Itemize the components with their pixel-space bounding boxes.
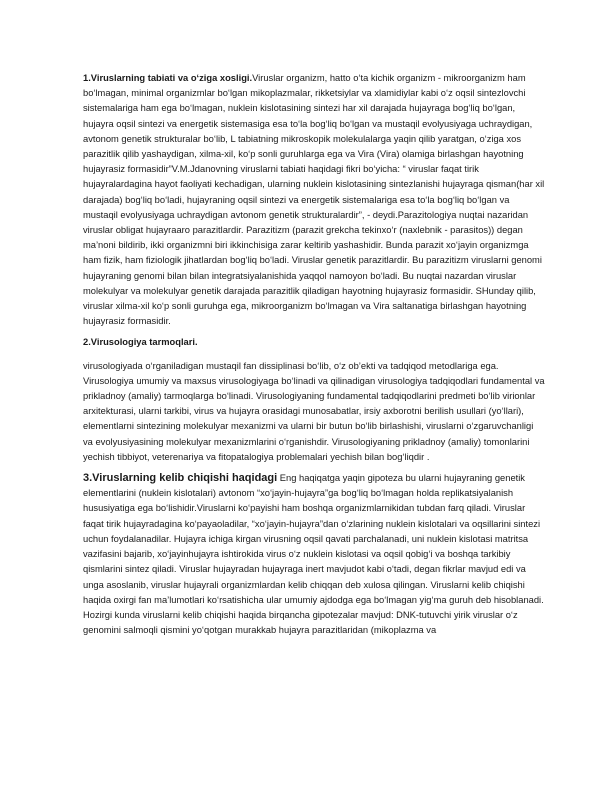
- document-page: [83, 71, 545, 644]
- section-viruses-nature: [83, 71, 545, 329]
- section-3-heading: 3.Viruslarning kelib chiqishi haqidagi: [83, 472, 278, 485]
- section-3-text: Eng haqiqatga yaqin gipoteza bu ularni hujayraning genetik elementlarini (nuklein kislotalari) avtonom “xo‘jayin-hujayra”ga bog‘liq bo‘lmagan holda replikatsiyalanish hususiyatiga ega bo‘lishidir.Viruslarni ko‘payishi ham boshqa organizmlarnikidan tubdan farq qiladi. Viruslar faqat tirik hujayradagina ko‘payaoladilar, “xo‘jayin-hujayra”dan o‘zlarining nuklein kislotalari va oqsillarini sintezi uchun foydalanadilar. Hujayra ichiga kirgan virusning oqsil qavati parchalanadi, uni nuklein kislotasi matritsa vazifasini bajarib, xo‘jayinhujayra ishtirokida virus o‘z nuklein kislotasi va oqsil qobig‘i va boshqa tarkibiy qismlarini sintez qiladi. Viruslar hujayradan hujayraga inert mavjudot kabi o‘tadi, degan fikrlar mavjud edi va unga asoslanib, viruslar hujayrali organizmlardan kelib chiqqan deb xulosa qilingan. Viruslarni kelib chiqishi haqida oxirgi fan ma’lumotlari ko‘rsatishicha ular umumiy ajdodga ega bo‘lmagan yig‘ma guruh deb hisoblanadi. Hozirgi kunda viruslarni kelib chiqishi haqida birqancha gipotezalar mavjud: DNK-tutuvchi yirik viruslar o‘z genomini salmoqli qismini yo‘qotgan murakkab hujayra parazitlaridan (mikoplazma va: [83, 473, 544, 636]
- section-2-text: virusologiyada o‘rganiladigan mustaqil fan dissiplinasi bo‘lib, o‘z ob’ekti va tadqiqod metodlariga ega. Virusologiya umumiy va maxsus virusologiyaga bo‘linadi va qilinadigan virusologiya tadqiqodlari fundamental va prikladnoy (amaliy) tarmoqlarga bo‘linadi. Virusologiyaning fundamental tadqiqodlarini predmeti bo‘lib virionlar arxitekturasi, ularni tarkibi, virus va hujayra orasidagi munosabatlar, irsiy axborotni berilish usullari (yo‘llari), elementlarni sintezining molekulyar mexanizmi va ularni bir butun bo‘lib birlashishi, viruslarni o‘zgaruvchanligi va evolyusiyasining molekulyar mexanizmlarini o‘rganishdir. Virusologiyaning prikladnoy (amaliy) tomonlarini yechish tibbiyot, veterenariya va fitopatalogiya problemalari yechish bilan bog‘liqdir .: [83, 360, 545, 462]
- section-1-text: Viruslar organizm, hatto o‘ta kichik organizm - mikroorganizm ham bo‘lmagan, minimal organizmlar bo‘lgan mikoplazmalar, rikketsiylar va xlamidiylar kabi o‘z oqsil sintezlovchi sistemalariga ham ega bo‘lmagan, nuklein kislotasining sintezi har xil darajada hujayraga bog‘liq bo‘lgan, hujayra oqsil sintezi va energetik sistemasiga esa to‘la bog‘liq bo‘lgan va mustaqil evolyusiyaga uchraydigan, avtonom genetik strukturalar bo‘lib, L tabiatning mikroskopik molekulalarga yaqin qilib yaratgan, o‘ziga xos parazitlik qilib yashaydigan, xilma-xil, ko‘p sonli guruhlarga ega va Vira (Vira) olamiga birlashgan hayotning hujayrasiz formasidir”V.M.Jdanovning viruslarni tabiati haqidagi fikri bo‘yicha: “ viruslar faqat tirik hujayralardagina hayot faoliyati kechadigan, ularning nuklein kislotasining sintezlanishi hujayraga qisman(har xil darajada) bog‘liq bo‘ladi, hujayraning oqsil sintezi va energetik sistemalariga esa to‘la bog‘liq bo‘lgan va mustaqil evolyusiyaga uchraydigan avtonom genetik strukturalardir”, - deydi.Parazitologiya nuqtai nazaridan viruslar obligat hujayraaro parazitlardir. Parazitizm (parazit grekcha tekinxo‘r (naxlebnik - parasitos)) degan ma’noni bildirib, ikki organizmni biri ikkinchisiga zarar keltirib yashashidir. Bunda parazit xo‘jayin organizmga ham fizik, ham fiziologik jihatlardan bog‘liq bo‘ladi. Viruslar genetik parazitlardir. Bu parazitizm viruslarni genomi hujayraning genomi bilan bilan integratsiyalanishida yaqqol namoyon bo‘ladi. Bu nuqtai nazardan viruslar molekulyar va molekulyar genetik darajada parazitlik qiladigan hayotning hujayrasiz formasidir. SHunday qilib, viruslar xilma-xil ko‘p sonli guruhga ega, mikroorganizm bo‘lmagan va Vira saltanatiga birlashgan hayotning hujayrasiz formasidir.: [83, 73, 545, 327]
- section-2-heading: 2.Virusologiya tarmoqlari.: [83, 337, 198, 348]
- section-viruses-origin: [83, 471, 545, 638]
- section-1-heading: 1.Viruslarning tabiati va o‘ziga xosligi.: [83, 73, 253, 83]
